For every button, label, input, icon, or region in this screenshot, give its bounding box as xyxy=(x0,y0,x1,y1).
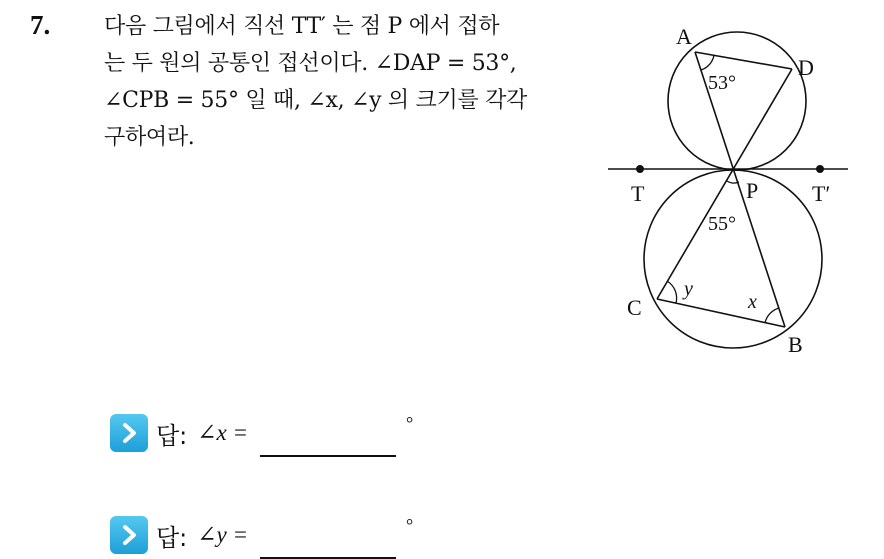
angle-arc-x xyxy=(765,308,779,323)
tangent-circles-diagram xyxy=(600,15,860,365)
answer-row-x xyxy=(110,411,413,455)
label-p: P xyxy=(746,178,759,203)
label-a: A xyxy=(676,24,692,49)
question-text xyxy=(104,8,594,156)
answer-blank-y[interactable] xyxy=(260,531,396,559)
question-number: 7. xyxy=(30,10,51,40)
angle-label-y: y xyxy=(684,278,693,300)
answer-expression: ∠y = xyxy=(197,522,249,547)
angle-label-x: x xyxy=(748,291,757,313)
answer-expression: ∠x = xyxy=(197,420,249,445)
answer-row-y xyxy=(110,513,413,557)
line-dc xyxy=(657,69,792,299)
geometry-figure xyxy=(600,15,860,365)
angle-label-cpb: 55° xyxy=(708,213,736,235)
label-t: T xyxy=(631,181,645,206)
question-line-4: 구하여라. xyxy=(104,125,195,150)
chord-cb xyxy=(657,299,785,327)
question-line-3: ∠CPB = 55° 일 때, ∠x, ∠y 의 크기를 각각 xyxy=(104,88,528,113)
label-b: B xyxy=(788,332,803,357)
angle-arc-dap xyxy=(701,55,714,70)
label-d: D xyxy=(798,55,814,80)
answer-unit: ° xyxy=(406,412,414,433)
answer-unit: ° xyxy=(406,514,414,535)
point-t-prime-dot xyxy=(816,165,824,173)
lower-circle xyxy=(644,170,822,348)
question-line-2: 는 두 원의 공통인 접선이다. ∠DAP = 53°, xyxy=(104,51,517,76)
upper-circle xyxy=(668,32,806,170)
question-line-1: 다음 그림에서 직선 TT′ 는 점 P 에서 접하 xyxy=(104,14,500,39)
answer-label: 답: xyxy=(156,421,188,450)
chevron-right-icon xyxy=(110,516,148,554)
label-c: C xyxy=(627,295,642,320)
point-t-dot xyxy=(636,165,644,173)
label-t-prime: T′ xyxy=(812,181,831,206)
answer-label: 답: xyxy=(156,523,188,552)
chord-ad xyxy=(695,52,792,69)
chevron-right-icon xyxy=(110,414,148,452)
angle-arc-y xyxy=(667,281,677,303)
answer-blank-x[interactable] xyxy=(260,429,396,457)
angle-label-dap: 53° xyxy=(708,72,736,94)
